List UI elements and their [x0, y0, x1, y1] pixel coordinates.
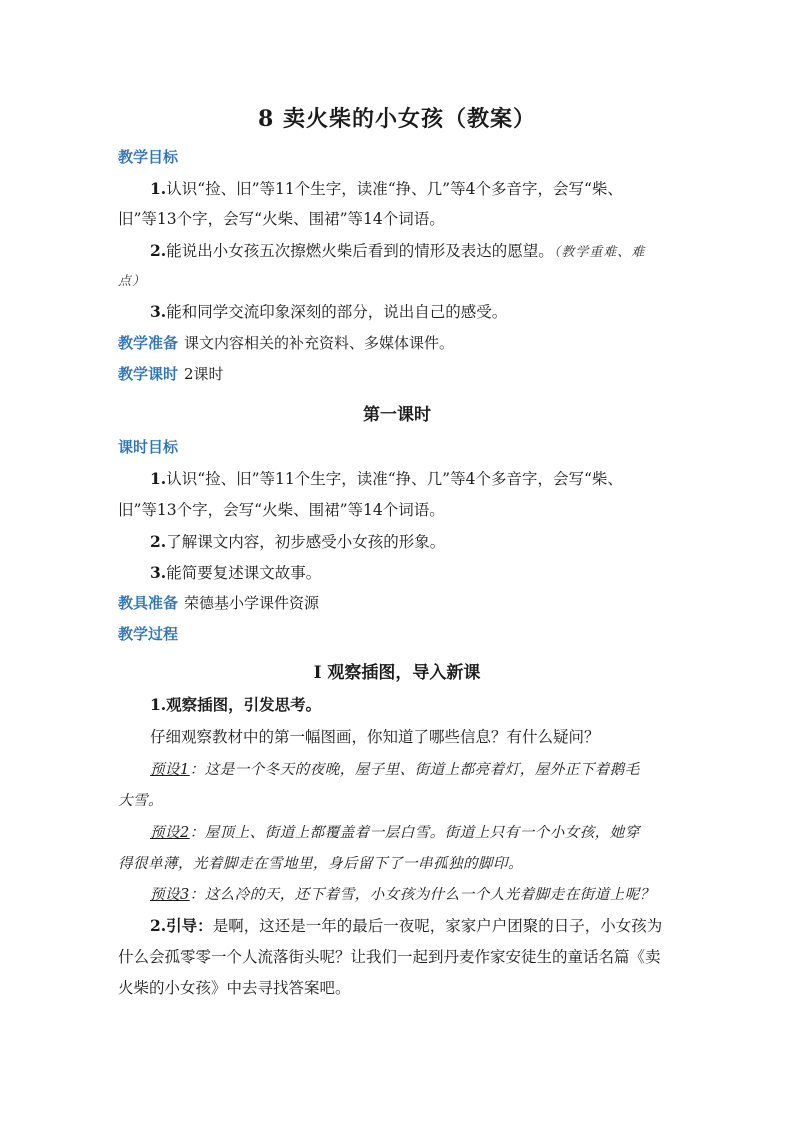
lesson-goal-1-text: 认识“捡、旧”等11个生字，读准“挣、几”等4个多音字，会写“柴、	[166, 470, 623, 488]
preset-2-label: 预设2	[150, 825, 190, 841]
lesson-1-title: 第一课时	[363, 405, 431, 425]
teaching-prep-heading: 教学准备	[118, 334, 179, 352]
lesson-goal-2	[150, 530, 678, 552]
teaching-hours-heading: 教学课时	[118, 365, 179, 383]
goal-2-note: （教学重难、难	[553, 245, 646, 260]
goal-3-text: 能和同学交流印象深刻的部分，说出自己的感受。	[166, 303, 508, 321]
preset-3-text: ：这么冷的天，还下着雪，小女孩为什么一个人光着脚走在街道上呢？	[189, 887, 655, 903]
preset-3	[150, 883, 678, 904]
preset-2-text: ：屋顶上、街道上都覆盖着一层白雪。街道上只有一个小女孩，她穿	[189, 825, 640, 841]
goal-1-text: 认识“捡、旧”等11个生字，读准“挣、几”等4个多音字，会写“柴、	[166, 180, 623, 198]
tools-prep-text: 荣德基小学课件资源	[184, 594, 320, 612]
lesson-goal-2-number: 2.	[150, 532, 167, 551]
preset-1-label: 预设1	[150, 762, 190, 778]
section-1-title: Ⅰ 观察插图，导入新课	[313, 663, 481, 683]
lesson-goal-3-text: 能简要复述课文故事。	[166, 564, 322, 582]
teaching-prep	[118, 332, 454, 353]
goal-2-line-1	[150, 239, 678, 261]
lesson-goal-1-line-1	[150, 467, 678, 489]
document-title: 8 卖火柴的小女孩（教案）	[258, 106, 536, 132]
teaching-process-heading: 教学过程	[118, 625, 179, 643]
goal-2-note-cont: 点）	[118, 274, 147, 289]
lesson-goal-1-line-2: 旧”等13个字，会写“火柴、围裙”等14个词语。	[118, 501, 445, 519]
goal-2-text: 能说出小女孩五次擦燃火柴后看到的情形及表达的愿望。	[166, 242, 554, 260]
teaching-prep-text: 课文内容相关的补充资料、多媒体课件。	[184, 334, 455, 352]
goal-1-line-2: 旧”等13个字，会写“火柴、围裙”等14个词语。	[118, 210, 445, 228]
teaching-hours-text: 2课时	[184, 365, 224, 383]
step-2-line-3: 火柴的小女孩》中去寻找答案吧。	[118, 979, 351, 997]
goal-3	[150, 300, 678, 322]
tools-prep-heading: 教具准备	[118, 594, 179, 612]
preset-1-line-1	[150, 758, 678, 779]
lesson-goal-1-number: 1.	[150, 469, 167, 488]
lesson-goal-3-number: 3.	[150, 563, 167, 582]
step-2-line-1	[150, 914, 678, 936]
preset-1-text: ：这是一个冬天的夜晚，屋子里、街道上都亮着灯，屋外正下着鹅毛	[189, 762, 640, 778]
step-1-text: 仔细观察教材中的第一幅图画，你知道了哪些信息？有什么疑问？	[150, 728, 600, 746]
teaching-hours	[118, 363, 224, 384]
preset-1-line-2: 大雪。	[118, 793, 163, 809]
preset-3-label: 预设3	[150, 887, 190, 903]
step-2-label: 2.引导：	[150, 916, 213, 935]
lesson-goal-2-text: 了解课文内容，初步感受小女孩的形象。	[166, 533, 446, 551]
preset-2-line-2: 得很单薄，光着脚走在雪地里，身后留下了一串孤独的脚印。	[118, 856, 523, 872]
lesson-goal-3	[150, 561, 678, 583]
teaching-goals-heading: 教学目标	[118, 148, 179, 166]
preset-2-line-1	[150, 821, 678, 842]
step-1: 1.观察插图，引发思考。	[150, 695, 322, 714]
step-2-line-2: 什么会孤零零一个人流落街头呢？让我们一起到丹麦作家安徒生的童话名篇《卖	[118, 948, 661, 966]
step-2-text: 是啊，这还是一年的最后一夜呢，家家户户团聚的日子，小女孩为	[212, 917, 663, 935]
goal-1-line-1	[150, 177, 678, 199]
goal-1-number: 1.	[150, 179, 167, 198]
goal-2-number: 2.	[150, 241, 167, 260]
tools-prep	[118, 592, 319, 613]
goal-3-number: 3.	[150, 302, 167, 321]
lesson-goals-heading: 课时目标	[118, 438, 179, 456]
